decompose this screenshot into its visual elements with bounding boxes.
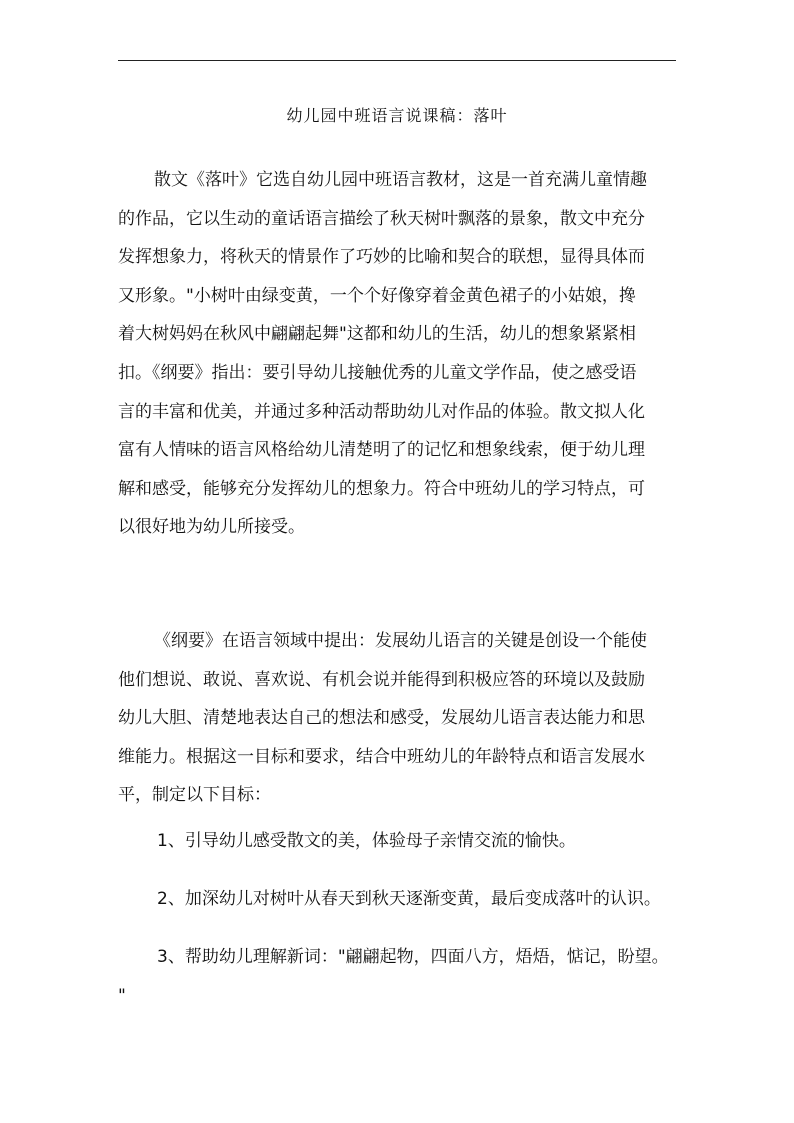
paragraph-line: 以很好地为幼儿所接受。 [118,517,305,538]
paragraph-goals-intro [118,622,678,815]
paragraph-line: 他们想说、敢说、喜欢说、有机会说并能得到积极应答的环境以及鼓励 [118,669,645,690]
paragraph-line: 散文《落叶》它选自幼儿园中班语言教材，这是一首充满儿童情趣 [154,170,647,190]
header-rule [118,60,676,61]
paragraph-line: 幼儿大胆、清楚地表达自己的想法和感受，发展幼儿语言表达能力和思 [118,708,645,729]
paragraph-line: 富有人情味的语言风格给幼儿清楚明了的记忆和想象线索，便于幼儿理 [118,440,645,461]
paragraph-line: 平，制定以下目标： [118,785,271,806]
goal-item [118,822,678,861]
goal-line: 2、加深幼儿对树叶从春天到秋天逐渐变黄，最后变成落叶的认识。 [157,889,661,909]
paragraph-line: 《纲要》在语言领域中提出：发展幼儿语言的关键是创设一个能使 [154,631,647,651]
paragraph-line: 扣。《纲要》指出：要引导幼儿接触优秀的儿童文学作品，使之感受语 [118,362,637,383]
paragraph-line: 言的丰富和优美，并通过多种活动帮助幼儿对作品的体验。散文拟人化 [118,401,645,422]
goal-line: 3、帮助幼儿理解新词："翩翩起物，四面八方，焐焐，惦记，盼望。 [157,947,669,967]
paragraph-line: 维能力。根据这一目标和要求，结合中班幼儿的年龄特点和语言发展水 [118,746,645,767]
paragraph-line: 又形象。"小树叶由绿变黄，一个个好像穿着金黄色裙子的小姑娘，搀 [118,285,636,306]
goal-line: 1、引导幼儿感受散文的美，体验母子亲情交流的愉快。 [157,831,576,851]
paragraph-line: 解和感受，能够充分发挥幼儿的想象力。符合中班幼儿的学习特点，可 [118,478,645,499]
goal-item [118,938,678,1015]
paragraph-line: 着大树妈妈在秋风中翩翩起舞"这都和幼儿的生活，幼儿的想象紧紧相 [118,324,636,345]
paragraph-intro [118,161,678,547]
paragraph-line: 发挥想象力，将秋天的情景作了巧妙的比喻和契合的联想，显得具体而 [118,247,645,268]
document-title: 幼儿园中班语言说课稿：落叶 [286,106,508,125]
goal-line: " [118,985,126,1006]
goal-item [118,880,678,919]
paragraph-line: 的作品，它以生动的童话语言描绘了秋天树叶飘落的景象，散文中充分 [118,208,645,229]
